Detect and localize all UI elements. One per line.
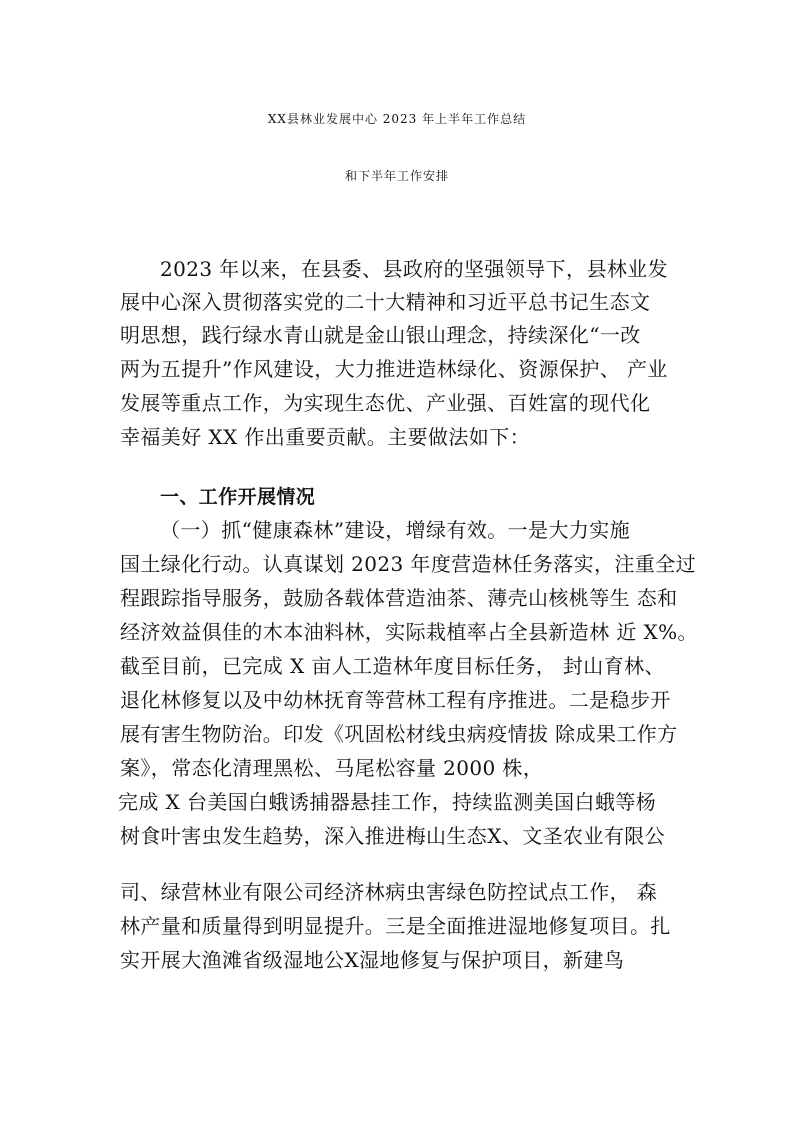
body-line: 展有害生物防治。印发《巩固松材线虫病疫情拔 除成果工作方: [120, 722, 678, 746]
body-line: 国土绿化行动。认真谋划 2023 年度营造林任务落实，注重全过: [120, 552, 697, 576]
body-line: 树食叶害虫发生趋势，深入推进梅山生态X、文圣农业有限公: [120, 824, 666, 848]
body-line: 2023 年以来，在县委、县政府的坚强领导下，县林业发: [160, 257, 669, 281]
body-line: 幸福美好 XX 作出重要贡献。主要做法如下：: [120, 425, 530, 449]
body-line: 发展等重点工作，为实现生态优、产业强、百姓富的现代化: [120, 391, 651, 415]
body-line: 林产量和质量得到明显提升。三是全面推进湿地修复项目。扎: [120, 914, 671, 938]
section-heading: 一、工作开展情况: [160, 486, 316, 508]
body-line: 完成 X 台美国白蛾诱捕器悬挂工作，持续监测美国白蛾等杨: [118, 790, 657, 814]
document-title-line-2: 和下半年工作安排: [344, 169, 449, 183]
body-line: 实开展大渔滩省级湿地公X湿地修复与保护项目，新建鸟: [120, 948, 625, 972]
body-line: 司、绿营林业有限公司经济林病虫害绿色防控试点工作， 森: [120, 880, 658, 904]
body-line: 案》，常态化清理黑松、马尾松容量 2000 株，: [120, 756, 544, 780]
document-title-line-1: XX县林业发展中心 2023 年上半年工作总结: [267, 112, 527, 126]
body-line: 程跟踪指导服务，鼓励各载体营造油茶、薄壳山核桃等生 态和: [120, 586, 678, 610]
body-line: 展中心深入贯彻落实党的二十大精神和习近平总书记生态文: [120, 290, 651, 314]
body-line: （一）抓“健康森林”建设，增绿有效。一是大力实施: [160, 518, 631, 542]
body-line: 明思想，践行绿水青山就是金山银山理念，持续深化“一改: [120, 323, 641, 347]
body-line: 经济效益俱佳的木本油料林，实际栽植率占全县新造林 近 X%。: [120, 620, 698, 644]
body-line: 截至目前，已完成 X 亩人工造林年度目标任务， 封山育林、: [120, 654, 665, 678]
body-line: 退化林修复以及中幼林抚育等营林工程有序推进。二是稳步开: [120, 688, 671, 712]
body-line: 两为五提升”作风建设，大力推进造林绿化、资源保护、 产业: [120, 357, 668, 381]
